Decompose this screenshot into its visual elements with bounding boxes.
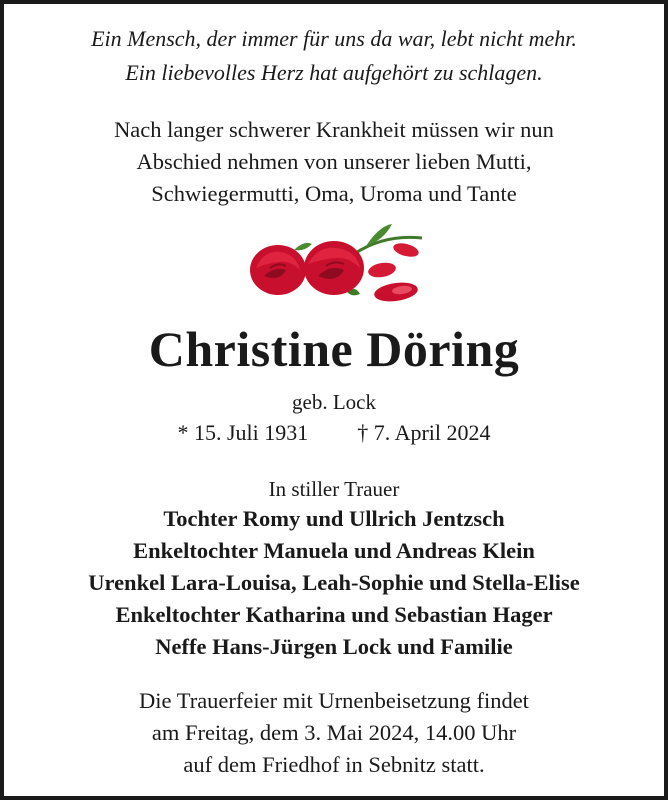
intro-line-2: Abschied nehmen von unserer lieben Mutti, bbox=[136, 149, 532, 174]
mourning-heading: In stiller Trauer bbox=[268, 477, 400, 501]
mourner-line: Neffe Hans-Jürgen Lock und Familie bbox=[155, 634, 513, 659]
rose-leaf bbox=[294, 243, 312, 251]
ceremony-line-1: Die Trauerfeier mit Urnenbeisetzung findet bbox=[139, 688, 529, 713]
motto-line-2: Ein liebevolles Herz hat aufgehört zu schlagen. bbox=[125, 60, 543, 85]
deceased-name: Christine Döring bbox=[148, 321, 520, 377]
intro-line-1: Nach langer schwerer Krankheit müssen wir nun bbox=[114, 117, 554, 142]
mourner-line: Enkeltochter Katharina und Sebastian Hager bbox=[115, 602, 553, 627]
rose-left bbox=[250, 245, 306, 295]
rose-middle bbox=[304, 241, 364, 295]
maiden-name: geb. Lock bbox=[292, 390, 376, 414]
birth-date: * 15. Juli 1931 bbox=[177, 420, 309, 445]
rose-petal bbox=[367, 261, 397, 280]
ceremony-line-2: am Freitag, dem 3. Mai 2024, 14.00 Uhr bbox=[151, 720, 517, 745]
mourner-line: Urenkel Lara-Louisa, Leah-Sophie und Stella-Elise bbox=[88, 570, 580, 595]
death-date: † 7. April 2024 bbox=[357, 420, 491, 445]
mourner-line: Enkeltochter Manuela und Andreas Klein bbox=[133, 538, 535, 563]
intro-line-3: Schwiegermutti, Oma, Uroma und Tante bbox=[151, 181, 517, 206]
motto-line-1: Ein Mensch, der immer für uns da war, lebt nicht mehr. bbox=[91, 26, 577, 51]
life-dates bbox=[4, 420, 664, 446]
ceremony-line-3: auf dem Friedhof in Sebnitz statt. bbox=[183, 752, 485, 777]
rose-petal bbox=[392, 241, 420, 259]
red-roses-icon bbox=[234, 220, 434, 312]
mourner-line: Tochter Romy und Ullrich Jentzsch bbox=[163, 506, 505, 531]
